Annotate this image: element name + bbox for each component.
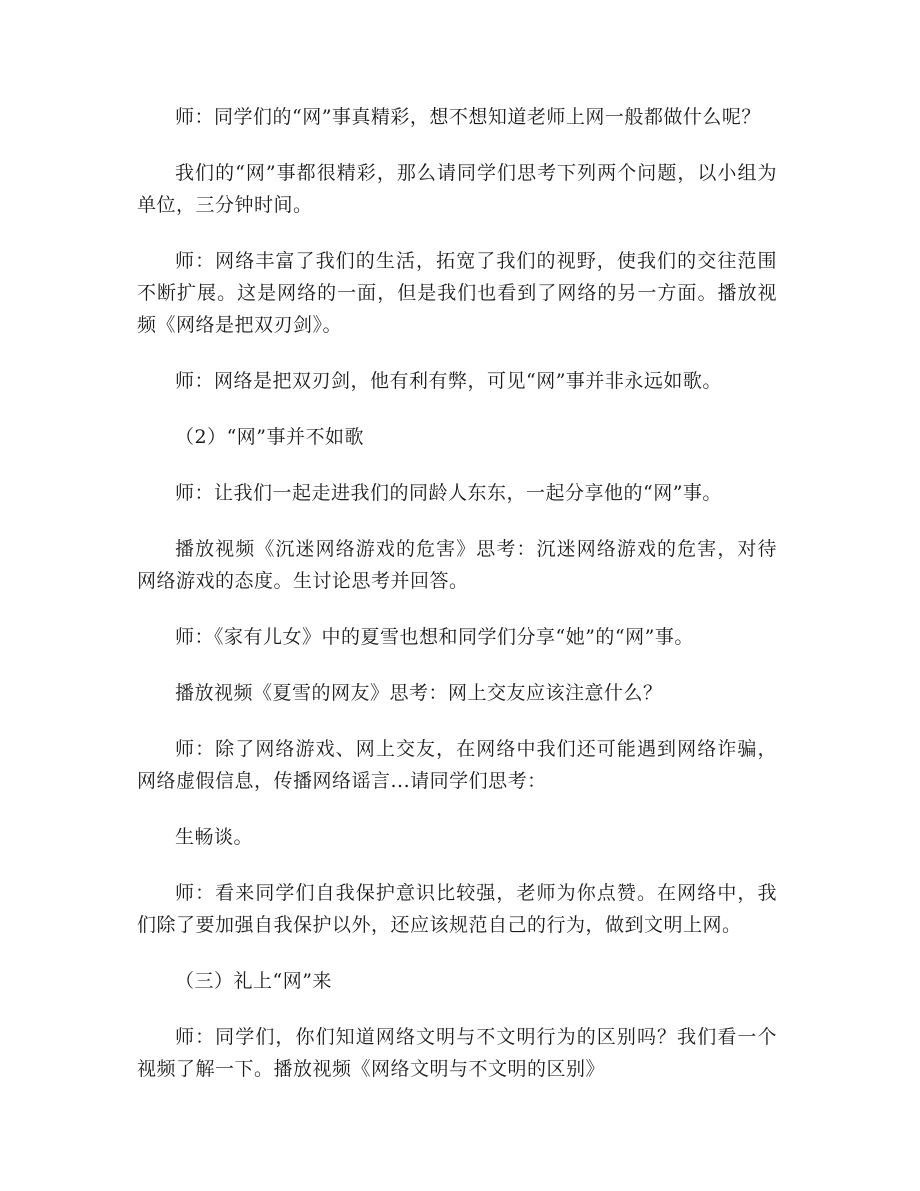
paragraph-2: 我们的“网”事都很精彩，那么请同学们思考下列两个问题，以小组为单位，三分钟时间。 — [137, 162, 777, 216]
paragraph-1: 师：同学们的“网”事真精彩，想不想知道老师上网一般都做什么呢？ — [175, 106, 761, 128]
paragraph-7: 播放视频《沉迷网络游戏的危害》思考：沉迷网络游戏的危害，对待网络游戏的态度。生讨论思考并回答。 — [137, 538, 777, 592]
paragraph-12: 师：看来同学们自我保护意识比较强，老师为你点赞。在网络中，我们除了要加强自我保护以外，还应该规范自己的行为，做到文明上网。 — [137, 882, 777, 936]
paragraph-8: 师：《家有儿女》中的夏雪也想和同学们分享“她”的“网”事。 — [175, 626, 694, 648]
paragraph-10: 师：除了网络游戏、网上交友，在网络中我们还可能遇到网络诈骗，网络虚假信息，传播网络谣言...请同学们思考： — [137, 738, 777, 792]
section-heading-2: （2）“网”事并不如歌 — [175, 426, 365, 448]
paragraph-14: 师：同学们，你们知道网络文明与不文明行为的区别吗？我们看一个视频了解一下。播放视频《网络文明与不文明的区别》 — [137, 1026, 777, 1080]
paragraph-6: 师：让我们一起走进我们的同龄人东东，一起分享他的“网”事。 — [175, 482, 722, 504]
document-body — [137, 101, 777, 1109]
paragraph-9: 播放视频《夏雪的网友》思考：网上交友应该注意什么？ — [175, 682, 663, 704]
paragraph-11: 生畅谈。 — [175, 826, 254, 848]
section-heading-3: （三）礼上“网”来 — [175, 970, 332, 992]
paragraph-4: 师：网络是把双刃剑，他有利有弊，可见“网”事并非永远如歌。 — [175, 370, 722, 392]
paragraph-3: 师：网络丰富了我们的生活，拓宽了我们的视野，使我们的交往范围不断扩展。这是网络的一面，但是我们也看到了网络的另一方面。播放视频《网络是把双刃剑》。 — [137, 250, 777, 336]
